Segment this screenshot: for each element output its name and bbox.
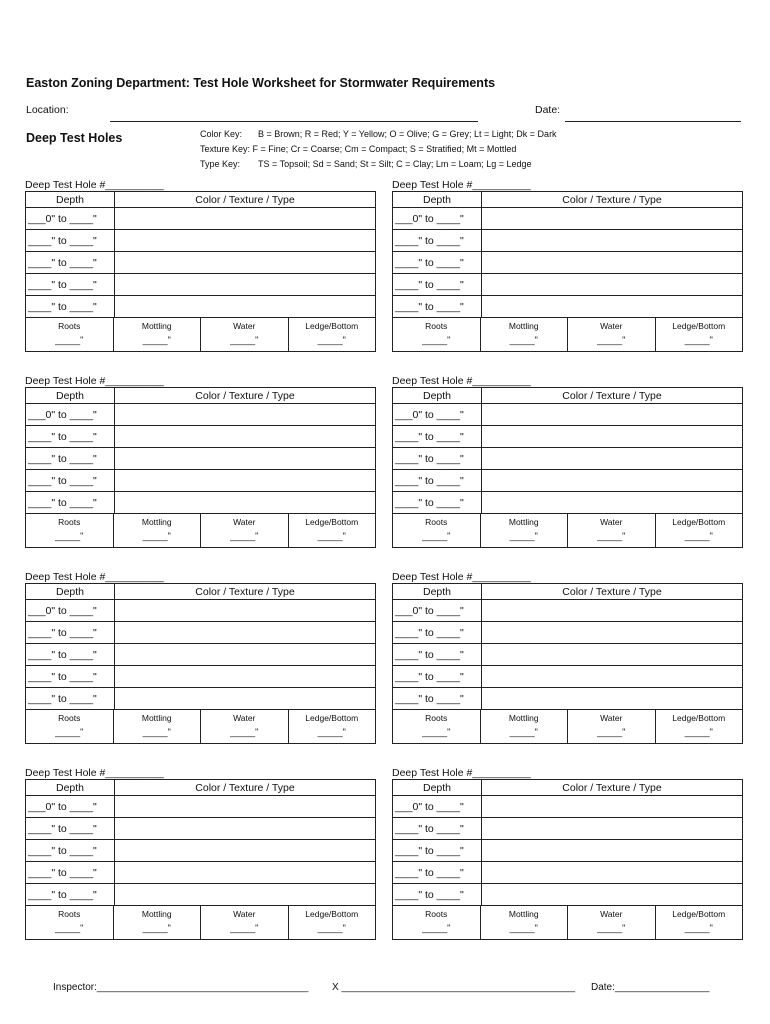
color-texture-type-field[interactable] bbox=[482, 274, 743, 296]
footer-cell[interactable] bbox=[114, 514, 202, 547]
depth-range-field[interactable]: ____" to ____" bbox=[26, 644, 115, 666]
footer-cell[interactable] bbox=[656, 710, 743, 743]
color-texture-type-field[interactable] bbox=[482, 492, 743, 514]
footer-cell-label: Roots bbox=[425, 909, 448, 919]
footer-cell-value[interactable]: _____" bbox=[422, 727, 451, 737]
depth-row bbox=[26, 840, 376, 862]
depth-row bbox=[393, 666, 743, 688]
depth-range-field[interactable]: ____" to ____" bbox=[393, 470, 482, 492]
color-texture-type-field[interactable] bbox=[482, 666, 743, 688]
footer-cell-value[interactable]: _____" bbox=[509, 923, 538, 933]
color-texture-type-header: Color / Texture / Type bbox=[482, 584, 743, 600]
depth-range-field[interactable]: ____" to ____" bbox=[393, 688, 482, 710]
type-key bbox=[200, 159, 532, 169]
footer-cell[interactable] bbox=[481, 318, 569, 351]
footer-cell-label: Ledge/Bottom bbox=[305, 909, 359, 919]
depth-range-field[interactable]: ___0" to ____" bbox=[26, 796, 115, 818]
footer-cell[interactable] bbox=[201, 710, 289, 743]
depth-row bbox=[393, 644, 743, 666]
footer-cell-label: Mottling bbox=[141, 909, 172, 919]
depth-row bbox=[393, 448, 743, 470]
depth-range-field[interactable]: ___0" to ____" bbox=[26, 600, 115, 622]
footer-cell-value[interactable]: _____" bbox=[684, 727, 713, 737]
depth-range-field[interactable]: ____" to ____" bbox=[393, 884, 482, 906]
signature-field[interactable]: X __________________________________________ bbox=[332, 982, 576, 993]
footer-cell-value[interactable]: _____" bbox=[142, 923, 171, 933]
footer-cell-label: Roots bbox=[58, 321, 81, 331]
location-label: Location: bbox=[26, 104, 69, 116]
depth-row bbox=[26, 666, 376, 688]
depth-row bbox=[393, 688, 743, 710]
footer-cell-label: Water bbox=[600, 517, 623, 527]
footer-cell-value[interactable]: _____" bbox=[684, 335, 713, 345]
footer-cell[interactable] bbox=[656, 514, 743, 547]
date-label: Date: bbox=[535, 104, 561, 116]
footer-cell-value[interactable]: _____" bbox=[317, 335, 346, 345]
footer-cell-value[interactable]: _____" bbox=[55, 923, 84, 933]
date-field[interactable] bbox=[565, 121, 741, 122]
footer-cell-value[interactable]: _____" bbox=[55, 727, 84, 737]
depth-row bbox=[26, 644, 376, 666]
footer-cell-label: Roots bbox=[58, 909, 81, 919]
color-texture-type-field[interactable] bbox=[482, 622, 743, 644]
depth-row bbox=[26, 796, 376, 818]
type-key-value: TS = Topsoil; Sd = Sand; St = Silt; C = Clay; Lm = Loam; Lg = Ledge bbox=[258, 159, 532, 169]
depth-range-field[interactable]: ____" to ____" bbox=[393, 666, 482, 688]
depth-row bbox=[26, 274, 376, 296]
depth-row bbox=[26, 688, 376, 710]
depth-row bbox=[26, 296, 376, 318]
depth-row bbox=[393, 600, 743, 622]
footer-cell-value[interactable]: _____" bbox=[142, 335, 171, 345]
footer-cell-value[interactable]: _____" bbox=[142, 531, 171, 541]
depth-range-field[interactable]: ___0" to ____" bbox=[393, 404, 482, 426]
depth-row bbox=[26, 622, 376, 644]
color-texture-type-field[interactable] bbox=[115, 644, 376, 666]
footer-cell-value[interactable]: _____" bbox=[422, 335, 451, 345]
texture-key-label: Texture Key: bbox=[200, 144, 251, 154]
depth-range-field[interactable]: ___0" to ____" bbox=[393, 600, 482, 622]
footer-date-field[interactable]: Date:_________________ bbox=[591, 982, 710, 993]
test-hole-table bbox=[392, 779, 743, 940]
footer-cell-label: Ledge/Bottom bbox=[672, 713, 726, 723]
footer-cell-label: Mottling bbox=[508, 713, 539, 723]
footer-cell[interactable] bbox=[393, 514, 481, 547]
depth-row bbox=[26, 884, 376, 906]
depth-header: Depth bbox=[26, 388, 115, 404]
depth-row bbox=[393, 470, 743, 492]
depth-range-field[interactable]: ____" to ____" bbox=[393, 622, 482, 644]
color-texture-type-field[interactable] bbox=[115, 252, 376, 274]
depth-row bbox=[26, 470, 376, 492]
depth-header: Depth bbox=[393, 780, 482, 796]
footer-cell-value[interactable]: _____" bbox=[422, 531, 451, 541]
depth-range-field[interactable]: ____" to ____" bbox=[393, 252, 482, 274]
color-texture-type-field[interactable] bbox=[115, 208, 376, 230]
footer-cell-label: Water bbox=[233, 713, 256, 723]
footer-cell-value[interactable]: _____" bbox=[230, 727, 259, 737]
depth-row bbox=[393, 404, 743, 426]
depth-range-field[interactable]: ____" to ____" bbox=[26, 884, 115, 906]
color-texture-type-field[interactable] bbox=[115, 448, 376, 470]
footer-cell[interactable] bbox=[201, 514, 289, 547]
color-texture-type-field[interactable] bbox=[482, 426, 743, 448]
color-texture-type-field[interactable] bbox=[482, 688, 743, 710]
depth-row bbox=[393, 840, 743, 862]
footer-cell-value[interactable]: _____" bbox=[317, 727, 346, 737]
footer-cell[interactable] bbox=[114, 710, 202, 743]
depth-range-field[interactable]: ____" to ____" bbox=[393, 296, 482, 318]
color-texture-type-field[interactable] bbox=[115, 818, 376, 840]
color-texture-type-field[interactable] bbox=[482, 796, 743, 818]
test-hole-label[interactable]: Deep Test Hole #__________ bbox=[392, 767, 531, 779]
depth-range-field[interactable]: ____" to ____" bbox=[26, 426, 115, 448]
test-hole-table bbox=[392, 387, 743, 548]
footer-cell[interactable] bbox=[26, 318, 114, 351]
depth-range-field[interactable]: ____" to ____" bbox=[393, 840, 482, 862]
color-texture-type-field[interactable] bbox=[115, 840, 376, 862]
footer-cell[interactable] bbox=[568, 514, 656, 547]
depth-header: Depth bbox=[393, 192, 482, 208]
depth-row bbox=[393, 252, 743, 274]
footer-cell-label: Ledge/Bottom bbox=[672, 909, 726, 919]
test-hole-label[interactable]: Deep Test Hole #__________ bbox=[25, 375, 164, 387]
depth-range-field[interactable]: ____" to ____" bbox=[26, 230, 115, 252]
color-texture-type-header: Color / Texture / Type bbox=[115, 780, 376, 796]
footer-cell-value[interactable]: _____" bbox=[684, 923, 713, 933]
depth-header: Depth bbox=[26, 780, 115, 796]
color-texture-type-field[interactable] bbox=[115, 796, 376, 818]
color-texture-type-field[interactable] bbox=[482, 884, 743, 906]
footer-cell[interactable] bbox=[289, 318, 376, 351]
depth-row bbox=[393, 818, 743, 840]
footer-cell-label: Ledge/Bottom bbox=[672, 321, 726, 331]
depth-range-field[interactable]: ____" to ____" bbox=[26, 448, 115, 470]
footer-cell-value[interactable]: _____" bbox=[597, 923, 626, 933]
footer-cell-label: Roots bbox=[58, 517, 81, 527]
texture-key-value: F = Fine; Cr = Coarse; Cm = Compact; S = Stratified; Mt = Mottled bbox=[252, 144, 517, 154]
footer-cell[interactable] bbox=[393, 318, 481, 351]
section-title: Deep Test Holes bbox=[26, 131, 123, 145]
test-hole-table bbox=[25, 779, 376, 940]
footer-cell[interactable] bbox=[289, 710, 376, 743]
footer-cell[interactable] bbox=[568, 906, 656, 939]
color-texture-type-field[interactable] bbox=[482, 448, 743, 470]
depth-row bbox=[393, 622, 743, 644]
depth-row bbox=[393, 862, 743, 884]
footer-cell-value[interactable]: _____" bbox=[230, 335, 259, 345]
test-hole-table bbox=[25, 191, 376, 352]
depth-row bbox=[26, 448, 376, 470]
color-texture-type-field[interactable] bbox=[115, 470, 376, 492]
footer-cell[interactable] bbox=[114, 318, 202, 351]
test-hole-label[interactable]: Deep Test Hole #__________ bbox=[392, 179, 531, 191]
depth-range-field[interactable]: ____" to ____" bbox=[26, 622, 115, 644]
color-texture-type-field[interactable] bbox=[482, 818, 743, 840]
depth-header: Depth bbox=[26, 584, 115, 600]
footer-cell[interactable] bbox=[393, 906, 481, 939]
depth-range-field[interactable]: ____" to ____" bbox=[26, 492, 115, 514]
footer-cell[interactable] bbox=[393, 710, 481, 743]
test-hole-table bbox=[392, 191, 743, 352]
color-texture-type-field[interactable] bbox=[482, 644, 743, 666]
depth-row bbox=[26, 252, 376, 274]
color-texture-type-field[interactable] bbox=[482, 230, 743, 252]
depth-range-field[interactable]: ____" to ____" bbox=[26, 862, 115, 884]
footer-cell-value[interactable]: _____" bbox=[55, 531, 84, 541]
footer-cell-label: Ledge/Bottom bbox=[305, 321, 359, 331]
color-texture-type-field[interactable] bbox=[482, 600, 743, 622]
footer-cell-value[interactable]: _____" bbox=[55, 335, 84, 345]
test-hole-table bbox=[25, 387, 376, 548]
depth-row bbox=[393, 796, 743, 818]
depth-range-field[interactable]: ___0" to ____" bbox=[26, 404, 115, 426]
depth-row bbox=[393, 492, 743, 514]
depth-row bbox=[393, 426, 743, 448]
depth-range-field[interactable]: ____" to ____" bbox=[26, 840, 115, 862]
depth-row bbox=[393, 274, 743, 296]
depth-row bbox=[393, 230, 743, 252]
color-texture-type-field[interactable] bbox=[115, 296, 376, 318]
color-texture-type-header: Color / Texture / Type bbox=[482, 780, 743, 796]
depth-range-field[interactable]: ____" to ____" bbox=[26, 688, 115, 710]
test-hole-table bbox=[25, 583, 376, 744]
depth-range-field[interactable]: ___0" to ____" bbox=[393, 208, 482, 230]
color-texture-type-field[interactable] bbox=[115, 600, 376, 622]
color-texture-type-field[interactable] bbox=[115, 688, 376, 710]
color-texture-type-field[interactable] bbox=[482, 208, 743, 230]
footer-cell-label: Mottling bbox=[141, 713, 172, 723]
test-hole-label[interactable]: Deep Test Hole #__________ bbox=[25, 571, 164, 583]
footer-cell[interactable] bbox=[481, 906, 569, 939]
test-hole-label[interactable]: Deep Test Hole #__________ bbox=[392, 571, 531, 583]
footer-cell-value[interactable]: _____" bbox=[684, 531, 713, 541]
depth-range-field[interactable]: ____" to ____" bbox=[26, 818, 115, 840]
depth-row bbox=[26, 426, 376, 448]
footer-cell-value[interactable]: _____" bbox=[317, 531, 346, 541]
depth-range-field[interactable]: ____" to ____" bbox=[393, 230, 482, 252]
color-texture-type-field[interactable] bbox=[482, 840, 743, 862]
depth-row bbox=[26, 818, 376, 840]
color-texture-type-header: Color / Texture / Type bbox=[115, 388, 376, 404]
depth-range-field[interactable]: ____" to ____" bbox=[26, 296, 115, 318]
page-title: Easton Zoning Department: Test Hole Worksheet for Stormwater Requirements bbox=[26, 76, 496, 90]
footer-cell-value[interactable]: _____" bbox=[422, 923, 451, 933]
color-texture-type-header: Color / Texture / Type bbox=[482, 192, 743, 208]
footer-cell[interactable] bbox=[26, 710, 114, 743]
footer-cell[interactable] bbox=[26, 514, 114, 547]
color-texture-type-field[interactable] bbox=[482, 252, 743, 274]
test-hole-label[interactable]: Deep Test Hole #__________ bbox=[392, 375, 531, 387]
depth-row bbox=[26, 492, 376, 514]
location-field[interactable] bbox=[110, 121, 478, 122]
depth-row bbox=[26, 208, 376, 230]
footer-cell[interactable] bbox=[289, 906, 376, 939]
test-hole-label[interactable]: Deep Test Hole #__________ bbox=[25, 767, 164, 779]
footer-cell-label: Ledge/Bottom bbox=[305, 517, 359, 527]
footer-cell-label: Water bbox=[233, 517, 256, 527]
color-texture-type-header: Color / Texture / Type bbox=[482, 388, 743, 404]
footer-cell[interactable] bbox=[656, 318, 743, 351]
depth-header: Depth bbox=[26, 192, 115, 208]
color-texture-type-field[interactable] bbox=[115, 274, 376, 296]
depth-row bbox=[26, 862, 376, 884]
depth-range-field[interactable]: ____" to ____" bbox=[393, 448, 482, 470]
depth-row bbox=[26, 230, 376, 252]
footer-cell-label: Roots bbox=[58, 713, 81, 723]
footer-cell-value[interactable]: _____" bbox=[509, 335, 538, 345]
footer-cell-value[interactable]: _____" bbox=[509, 531, 538, 541]
depth-row bbox=[393, 884, 743, 906]
footer-cell-label: Ledge/Bottom bbox=[305, 713, 359, 723]
footer-cell-label: Water bbox=[233, 321, 256, 331]
depth-range-field[interactable]: ____" to ____" bbox=[393, 274, 482, 296]
color-key-value: B = Brown; R = Red; Y = Yellow; O = Olive; G = Grey; Lt = Light; Dk = Dark bbox=[258, 129, 557, 139]
color-texture-type-field[interactable] bbox=[115, 230, 376, 252]
depth-header: Depth bbox=[393, 584, 482, 600]
test-hole-table bbox=[392, 583, 743, 744]
depth-range-field[interactable]: ____" to ____" bbox=[26, 252, 115, 274]
color-texture-type-field[interactable] bbox=[115, 622, 376, 644]
footer-cell[interactable] bbox=[568, 318, 656, 351]
depth-range-field[interactable]: ____" to ____" bbox=[393, 862, 482, 884]
footer-cell-label: Water bbox=[600, 713, 623, 723]
color-texture-type-field[interactable] bbox=[482, 470, 743, 492]
color-texture-type-field[interactable] bbox=[115, 426, 376, 448]
color-texture-type-field[interactable] bbox=[115, 404, 376, 426]
color-texture-type-field[interactable] bbox=[482, 862, 743, 884]
footer-cell-value[interactable]: _____" bbox=[509, 727, 538, 737]
footer-cell[interactable] bbox=[201, 318, 289, 351]
color-key-label: Color Key: bbox=[200, 129, 243, 139]
color-texture-type-field[interactable] bbox=[115, 884, 376, 906]
type-key-label: Type Key: bbox=[200, 159, 241, 169]
footer-cell-value[interactable]: _____" bbox=[597, 335, 626, 345]
footer-cell-label: Water bbox=[600, 909, 623, 919]
footer-cell[interactable] bbox=[289, 514, 376, 547]
footer-cell-value[interactable]: _____" bbox=[230, 923, 259, 933]
texture-key bbox=[200, 144, 516, 154]
footer-cell-value[interactable]: _____" bbox=[597, 531, 626, 541]
depth-row bbox=[393, 296, 743, 318]
footer-cell[interactable] bbox=[201, 906, 289, 939]
footer-cell[interactable] bbox=[114, 906, 202, 939]
footer-cell-label: Roots bbox=[425, 517, 448, 527]
depth-range-field[interactable]: ___0" to ____" bbox=[26, 208, 115, 230]
footer-cell-value[interactable]: _____" bbox=[230, 531, 259, 541]
footer-cell[interactable] bbox=[481, 710, 569, 743]
depth-range-field[interactable]: ____" to ____" bbox=[26, 470, 115, 492]
depth-range-field[interactable]: ____" to ____" bbox=[393, 818, 482, 840]
depth-range-field[interactable]: ____" to ____" bbox=[393, 644, 482, 666]
footer-cell-label: Ledge/Bottom bbox=[672, 517, 726, 527]
footer-cell[interactable] bbox=[568, 710, 656, 743]
footer-cell-label: Mottling bbox=[508, 909, 539, 919]
color-key bbox=[200, 129, 557, 139]
footer-cell-value[interactable]: _____" bbox=[142, 727, 171, 737]
footer-cell-label: Mottling bbox=[141, 517, 172, 527]
footer-cell-label: Mottling bbox=[141, 321, 172, 331]
color-texture-type-field[interactable] bbox=[115, 666, 376, 688]
color-texture-type-field[interactable] bbox=[482, 404, 743, 426]
inspector-field[interactable]: Inspector:______________________________________ bbox=[53, 982, 309, 993]
depth-range-field[interactable]: ____" to ____" bbox=[26, 274, 115, 296]
depth-range-field[interactable]: ___0" to ____" bbox=[393, 796, 482, 818]
footer-cell-label: Water bbox=[233, 909, 256, 919]
depth-range-field[interactable]: ____" to ____" bbox=[393, 492, 482, 514]
footer-cell-label: Roots bbox=[425, 713, 448, 723]
color-texture-type-field[interactable] bbox=[482, 296, 743, 318]
color-texture-type-header: Color / Texture / Type bbox=[115, 192, 376, 208]
footer-cell-label: Water bbox=[600, 321, 623, 331]
footer-cell-label: Roots bbox=[425, 321, 448, 331]
depth-row bbox=[26, 404, 376, 426]
depth-header: Depth bbox=[393, 388, 482, 404]
footer-cell[interactable] bbox=[481, 514, 569, 547]
footer-cell-label: Mottling bbox=[508, 321, 539, 331]
color-texture-type-field[interactable] bbox=[115, 492, 376, 514]
footer-cell[interactable] bbox=[26, 906, 114, 939]
depth-row bbox=[393, 208, 743, 230]
footer-cell[interactable] bbox=[656, 906, 743, 939]
depth-range-field[interactable]: ____" to ____" bbox=[26, 666, 115, 688]
color-texture-type-field[interactable] bbox=[115, 862, 376, 884]
footer-cell-label: Mottling bbox=[508, 517, 539, 527]
test-hole-label[interactable]: Deep Test Hole #__________ bbox=[25, 179, 164, 191]
color-texture-type-header: Color / Texture / Type bbox=[115, 584, 376, 600]
footer-cell-value[interactable]: _____" bbox=[317, 923, 346, 933]
depth-range-field[interactable]: ____" to ____" bbox=[393, 426, 482, 448]
depth-row bbox=[26, 600, 376, 622]
footer-cell-value[interactable]: _____" bbox=[597, 727, 626, 737]
